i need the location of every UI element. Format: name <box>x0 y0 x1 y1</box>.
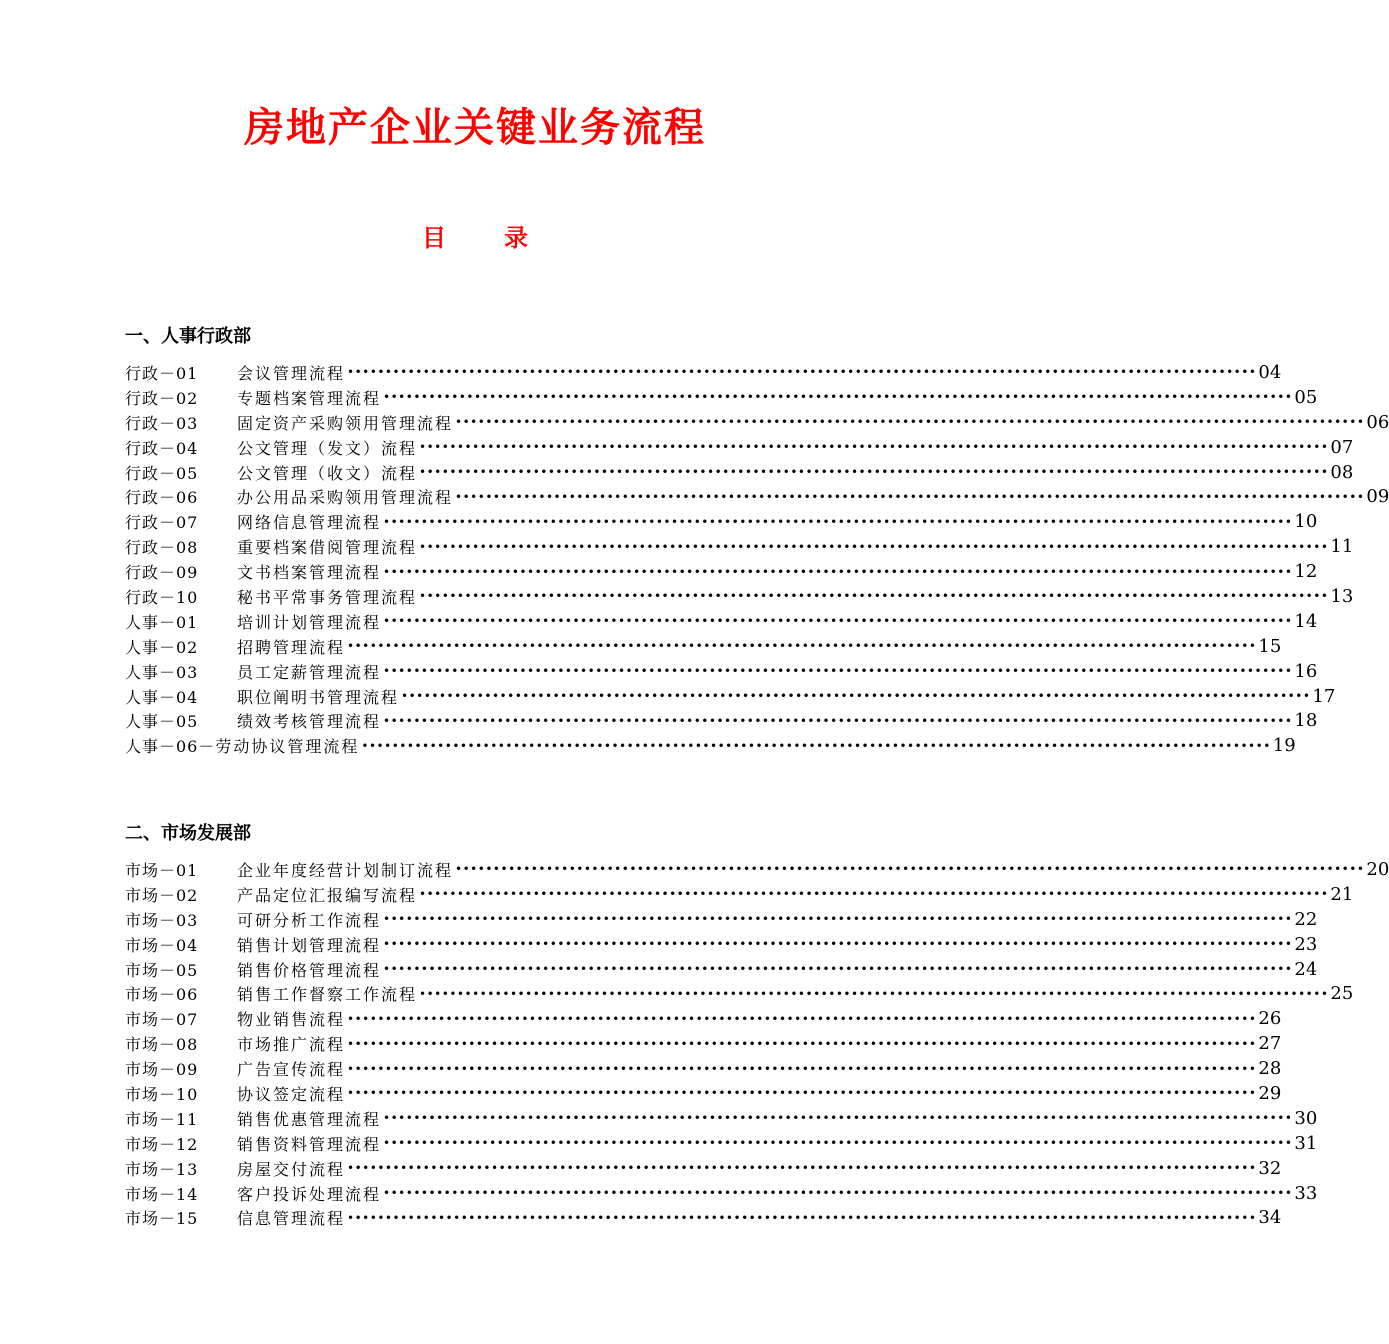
toc-entry[interactable] <box>125 1181 1318 1206</box>
toc-dot-leader: •••••••••••••••••••••••••••••••••••••••••••••••••••••••••••••••••••••••••••••••••••••••••••••••••••••••••••••••••••••••• <box>383 1111 1293 1126</box>
toc-entry-code: 行政－09 <box>125 563 199 583</box>
toc-entry-page: 10 <box>1294 511 1318 533</box>
toc-entry-code: 行政－03 <box>125 413 199 433</box>
toc-entry-name: 员工定薪管理流程 <box>237 662 382 682</box>
toc-entry-code: 市场－06 <box>125 985 199 1005</box>
toc-entry-name: 销售计划管理流程 <box>237 935 382 955</box>
toc-entry-name: 客户投诉处理流程 <box>237 1184 382 1204</box>
toc-entry-code: 人事－04 <box>125 687 199 707</box>
toc-section-market-dev <box>125 821 1389 1230</box>
toc-entry-name: 会议管理流程 <box>237 363 346 383</box>
toc-entry-name: 招聘管理流程 <box>237 637 346 657</box>
toc-entry-code: 行政－06 <box>125 488 199 508</box>
toc-entry-name: 职位阐明书管理流程 <box>237 687 400 707</box>
toc-dot-leader: •••••••••••••••••••••••••••••••••••••••••••••••••••••••••••••••••••••••••••••••••••••••••••••••••••••••••••••••••••••••• <box>383 514 1293 529</box>
toc-entry[interactable] <box>125 634 1282 659</box>
toc-heading-right: 录 <box>504 224 528 252</box>
toc-entry-name: 广告宣传流程 <box>237 1060 346 1080</box>
toc-entry[interactable] <box>125 484 1389 509</box>
toc-dot-leader: •••••••••••••••••••••••••••••••••••••••••••••••••••••••••••••••••••••••••••••••••••••••••••••••••••••••••••••••••••••••• <box>383 564 1293 579</box>
toc-entry-page: 13 <box>1330 585 1354 607</box>
toc-dot-leader: •••••••••••••••••••••••••••••••••••••••••••••••••••••••••••••••••••••••••••••••••••••••••••••••••••••••••••••••••••••••• <box>419 887 1329 902</box>
toc-dot-leader: •••••••••••••••••••••••••••••••••••••••••••••••••••••••••••••••••••••••••••••••••••••••••••••••••••••••••••••••••••••••• <box>347 1086 1257 1101</box>
toc-dot-leader: •••••••••••••••••••••••••••••••••••••••••••••••••••••••••••••••••••••••••••••••••••••••••••••••••••••••••••••••••••••••• <box>347 1210 1257 1225</box>
toc-entry-page: 20 <box>1366 858 1389 880</box>
toc-entry-page: 19 <box>1272 735 1296 757</box>
toc-entry-page: 23 <box>1294 933 1318 955</box>
toc-entry-name: 办公用品采购领用管理流程 <box>237 488 454 508</box>
toc-entry[interactable] <box>125 609 1318 634</box>
toc-entry[interactable] <box>125 385 1318 410</box>
toc-dot-leader: •••••••••••••••••••••••••••••••••••••••••••••••••••••••••••••••••••••••••••••••••••••••••••••••••••••••••••••••••••••••• <box>383 713 1293 728</box>
toc-dot-leader: •••••••••••••••••••••••••••••••••••••••••••••••••••••••••••••••••••••••••••••••••••••••••••••••••••••••••••••••••••••••• <box>419 589 1329 604</box>
toc-entry-code: 市场－02 <box>125 885 199 905</box>
toc-entry-name: 专题档案管理流程 <box>237 388 382 408</box>
toc-entry-name: 房屋交付流程 <box>237 1159 346 1179</box>
toc-entry-name: 企业年度经营计划制订流程 <box>237 860 454 880</box>
toc-entry-page: 33 <box>1294 1182 1318 1204</box>
toc-dot-leader: •••••••••••••••••••••••••••••••••••••••••••••••••••••••••••••••••••••••••••••••••••••••••••••••••••••••••••••••••••••••• <box>383 614 1293 629</box>
toc-entry-code: 市场－01 <box>125 860 199 880</box>
toc-entry-name: 销售优惠管理流程 <box>237 1109 382 1129</box>
toc-entry-page: 12 <box>1294 561 1318 583</box>
toc-entry-code: 行政－05 <box>125 463 199 483</box>
document-title: 房地产企业关键业务流程 <box>244 105 706 151</box>
toc-entry-page: 31 <box>1294 1132 1318 1154</box>
toc-entry[interactable] <box>125 509 1318 534</box>
toc-entry-code: 市场－08 <box>125 1035 199 1055</box>
toc-dot-leader: •••••••••••••••••••••••••••••••••••••••••••••••••••••••••••••••••••••••••••••••••••••••••••••••••••••••••••••••••••••••• <box>347 1036 1257 1051</box>
toc-entry-page: 04 <box>1258 361 1282 383</box>
toc-entry-name: 绩效考核管理流程 <box>237 712 382 732</box>
toc-entry-page: 26 <box>1258 1008 1282 1030</box>
toc-entry[interactable] <box>125 907 1318 932</box>
toc-entry-name: 秘书平常事务管理流程 <box>237 587 418 607</box>
toc-entry-code: 市场－04 <box>125 935 199 955</box>
toc-entry[interactable] <box>125 435 1354 460</box>
toc-entry-page: 28 <box>1258 1058 1282 1080</box>
toc-entry[interactable] <box>125 932 1318 957</box>
toc-entry-page: 18 <box>1294 710 1318 732</box>
toc-entry[interactable] <box>125 1056 1282 1081</box>
toc-entry-code: 市场－13 <box>125 1159 199 1179</box>
toc-entry-name: 产品定位汇报编写流程 <box>237 885 418 905</box>
toc-entry-code: 人事－02 <box>125 637 199 657</box>
toc-entry-code: 市场－12 <box>125 1134 199 1154</box>
toc-dot-leader: •••••••••••••••••••••••••••••••••••••••••••••••••••••••••••••••••••••••••••••••••••••••••••••••••••••••••••••••••••••••• <box>383 1186 1293 1201</box>
section-title: 一、人事行政部 <box>125 326 251 347</box>
toc-entry-page: 08 <box>1330 461 1354 483</box>
toc-dot-leader: •••••••••••••••••••••••••••••••••••••••••••••••••••••••••••••••••••••••••••••••••••••••••••••••••••••••••••••••••••••••• <box>455 862 1365 877</box>
toc-entry-name: 协议签定流程 <box>237 1084 346 1104</box>
toc-entry-name: 文书档案管理流程 <box>237 563 382 583</box>
toc-entry-page: 07 <box>1330 436 1354 458</box>
toc-dot-leader: •••••••••••••••••••••••••••••••••••••••••••••••••••••••••••••••••••••••••••••••••••••••••••••••••••••••••••••••••••••••• <box>455 489 1365 504</box>
toc-dot-leader: •••••••••••••••••••••••••••••••••••••••••••••••••••••••••••••••••••••••••••••••••••••••••••••••••••••••••••••••••••••••• <box>347 1161 1257 1176</box>
toc-entry[interactable] <box>125 957 1318 982</box>
toc-entry-code: 行政－02 <box>125 388 199 408</box>
toc-entry-code: 行政－01 <box>125 363 199 383</box>
toc-entry[interactable] <box>125 1031 1282 1056</box>
toc-heading-left: 目 <box>422 224 446 252</box>
toc-dot-leader: •••••••••••••••••••••••••••••••••••••••••••••••••••••••••••••••••••••••••••••••••••••••••••••••••••••••••••••••••••••••• <box>361 738 1271 753</box>
toc-entry-page: 24 <box>1294 958 1318 980</box>
toc-entry-page: 34 <box>1258 1207 1282 1229</box>
toc-entry[interactable] <box>125 1106 1318 1131</box>
toc-dot-leader: •••••••••••••••••••••••••••••••••••••••••••••••••••••••••••••••••••••••••••••••••••••••••••••••••••••••••••••••••••••••• <box>401 689 1311 704</box>
toc-entry[interactable] <box>125 981 1354 1006</box>
toc-entry-page: 17 <box>1312 685 1336 707</box>
toc-entry-code: 行政－10 <box>125 587 199 607</box>
toc-entry-page: 14 <box>1294 610 1318 632</box>
toc-dot-leader: •••••••••••••••••••••••••••••••••••••••••••••••••••••••••••••••••••••••••••••••••••••••••••••••••••••••••••••••••••••••• <box>455 415 1365 430</box>
toc-entry-code: 行政－08 <box>125 538 199 558</box>
toc-entry-name: 市场推广流程 <box>237 1035 346 1055</box>
toc-dot-leader: •••••••••••••••••••••••••••••••••••••••••••••••••••••••••••••••••••••••••••••••••••••••••••••••••••••••••••••••••••••••• <box>347 1061 1257 1076</box>
toc-entry[interactable] <box>125 882 1354 907</box>
toc-dot-leader: •••••••••••••••••••••••••••••••••••••••••••••••••••••••••••••••••••••••••••••••••••••••••••••••••••••••••••••••••••••••• <box>383 912 1293 927</box>
toc-entry-name: 信息管理流程 <box>237 1209 346 1229</box>
toc-entry-page: 32 <box>1258 1157 1282 1179</box>
toc-entry-name: 重要档案借阅管理流程 <box>237 538 418 558</box>
toc-entry[interactable] <box>125 360 1282 385</box>
toc-entry[interactable] <box>125 659 1318 684</box>
toc-entry-name: 销售资料管理流程 <box>237 1134 382 1154</box>
toc-dot-leader: •••••••••••••••••••••••••••••••••••••••••••••••••••••••••••••••••••••••••••••••••••••••••••••••••••••••••••••••••••••••• <box>419 986 1329 1001</box>
toc-entry[interactable] <box>125 1156 1282 1181</box>
toc-entry-name: 销售工作督察工作流程 <box>237 985 418 1005</box>
toc-entry-code: 人事－05 <box>125 712 199 732</box>
toc-entry[interactable] <box>125 857 1389 882</box>
toc-entry-code: 人事－01 <box>125 612 199 632</box>
toc-dot-leader: •••••••••••••••••••••••••••••••••••••••••••••••••••••••••••••••••••••••••••••••••••••••••••••••••••••••••••••••••••••••• <box>383 937 1293 952</box>
toc-entry-page: 27 <box>1258 1033 1282 1055</box>
toc-entry[interactable] <box>125 1205 1282 1230</box>
toc-entry-code: 行政－07 <box>125 513 199 533</box>
toc-entry-page: 16 <box>1294 660 1318 682</box>
toc-entry-code: 行政－04 <box>125 438 199 458</box>
toc-entry-page: 21 <box>1330 883 1354 905</box>
toc-entry-page: 29 <box>1258 1082 1282 1104</box>
toc-entry[interactable] <box>125 1131 1318 1156</box>
toc-entry-code: 人事－06－ <box>125 737 216 757</box>
toc-entry-code: 市场－09 <box>125 1060 199 1080</box>
toc-entry[interactable] <box>125 1006 1282 1031</box>
toc-heading <box>0 222 950 254</box>
toc-dot-leader: •••••••••••••••••••••••••••••••••••••••••••••••••••••••••••••••••••••••••••••••••••••••••••••••••••••••••••••••••••••••• <box>383 390 1293 405</box>
toc-dot-leader: •••••••••••••••••••••••••••••••••••••••••••••••••••••••••••••••••••••••••••••••••••••••••••••••••••••••••••••••••••••••• <box>419 539 1329 554</box>
toc-entry-name: 固定资产采购领用管理流程 <box>237 413 454 433</box>
toc-entry-page: 25 <box>1330 983 1354 1005</box>
toc-dot-leader: •••••••••••••••••••••••••••••••••••••••••••••••••••••••••••••••••••••••••••••••••••••••••••••••••••••••••••••••••••••••• <box>347 365 1257 380</box>
section-title: 二、市场发展部 <box>125 823 251 844</box>
toc-entry[interactable] <box>125 708 1318 733</box>
toc-entry[interactable] <box>125 460 1354 485</box>
toc-entry-page: 15 <box>1258 635 1282 657</box>
toc-entry-code: 市场－07 <box>125 1010 199 1030</box>
toc-entry-name: 公文管理（收文）流程 <box>237 463 418 483</box>
toc-entry[interactable] <box>125 684 1336 709</box>
toc-dot-leader: •••••••••••••••••••••••••••••••••••••••••••••••••••••••••••••••••••••••••••••••••••••••••••••••••••••••••••••••••••••••• <box>347 639 1257 654</box>
toc-entry-code: 市场－15 <box>125 1209 199 1229</box>
toc-entry-code: 市场－14 <box>125 1184 199 1204</box>
toc-dot-leader: •••••••••••••••••••••••••••••••••••••••••••••••••••••••••••••••••••••••••••••••••••••••••••••••••••••••••••••••••••••••• <box>347 1011 1257 1026</box>
toc-entry-code: 市场－05 <box>125 960 199 980</box>
toc-entry-name: 可研分析工作流程 <box>237 910 382 930</box>
toc-entry-page: 05 <box>1294 386 1318 408</box>
toc-entry[interactable] <box>125 733 1296 758</box>
toc-dot-leader: •••••••••••••••••••••••••••••••••••••••••••••••••••••••••••••••••••••••••••••••••••••••••••••••••••••••••••••••••••••••• <box>383 664 1293 679</box>
toc-entry-page: 06 <box>1366 411 1389 433</box>
toc-entry[interactable] <box>125 584 1354 609</box>
toc-entry-page: 09 <box>1366 486 1389 508</box>
toc-section-hr-admin <box>125 324 1389 758</box>
toc-entry-name: 销售价格管理流程 <box>237 960 382 980</box>
toc-entry-code: 人事－03 <box>125 662 199 682</box>
toc-dot-leader: •••••••••••••••••••••••••••••••••••••••••••••••••••••••••••••••••••••••••••••••••••••••••••••••••••••••••••••••••••••••• <box>419 440 1329 455</box>
toc-entry-code: 市场－10 <box>125 1084 199 1104</box>
toc-entry-page: 11 <box>1330 536 1354 558</box>
toc-entry[interactable] <box>125 410 1389 435</box>
toc-entry[interactable] <box>125 534 1354 559</box>
toc-entry-code: 市场－03 <box>125 910 199 930</box>
toc-entry[interactable] <box>125 1081 1282 1106</box>
toc-entry-name: 公文管理（发文）流程 <box>237 438 418 458</box>
toc-dot-leader: •••••••••••••••••••••••••••••••••••••••••••••••••••••••••••••••••••••••••••••••••••••••••••••••••••••••••••••••••••••••• <box>383 1136 1293 1151</box>
toc-entry-name: 物业销售流程 <box>237 1010 346 1030</box>
toc-entry-code: 市场－11 <box>125 1109 199 1129</box>
toc-dot-leader: •••••••••••••••••••••••••••••••••••••••••••••••••••••••••••••••••••••••••••••••••••••••••••••••••••••••••••••••••••••••• <box>419 465 1329 479</box>
toc-entry-page: 22 <box>1294 908 1318 930</box>
toc-dot-leader: •••••••••••••••••••••••••••••••••••••••••••••••••••••••••••••••••••••••••••••••••••••••••••••••••••••••••••••••••••••••• <box>383 962 1293 976</box>
toc-entry-page: 30 <box>1294 1107 1318 1129</box>
toc-entry-name: 网络信息管理流程 <box>237 513 382 533</box>
toc-entry[interactable] <box>125 559 1318 584</box>
toc-entry-name: 培训计划管理流程 <box>237 612 382 632</box>
toc-entry-name: 劳动协议管理流程 <box>215 737 360 757</box>
